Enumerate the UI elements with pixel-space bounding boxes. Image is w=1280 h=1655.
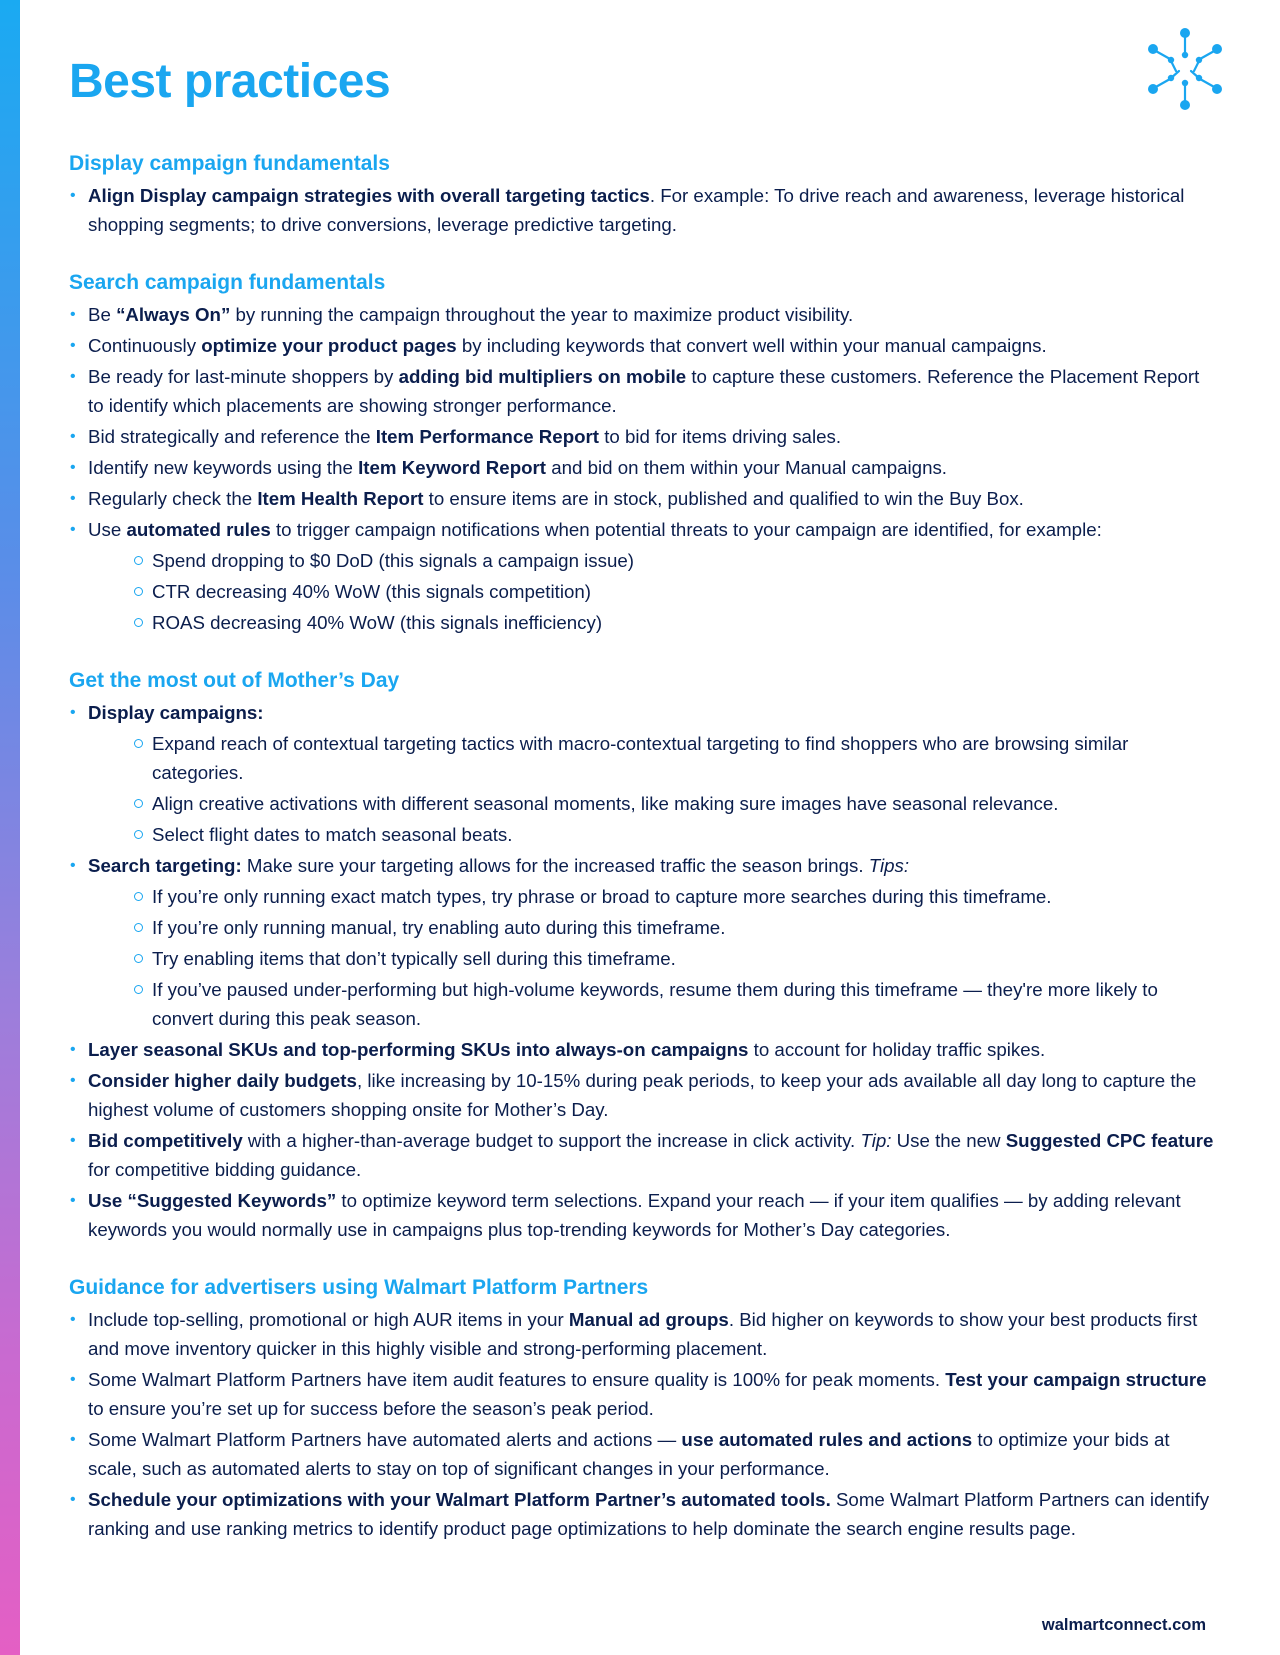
bullet-item xyxy=(69,515,1219,637)
body-text: Bid strategically and reference the xyxy=(88,426,376,447)
bullet-list xyxy=(69,300,1219,637)
sub-bullet-item: If you’re only running exact match types, try phrase or broad to capture more searches during this timeframe. xyxy=(132,882,1219,911)
bold-text: Item Performance Report xyxy=(375,426,600,447)
sub-bullet-item: Try enabling items that don’t typically sell during this timeframe. xyxy=(132,944,1219,973)
bullet-item xyxy=(69,362,1219,420)
sub-bullet-item: Spend dropping to $0 DoD (this signals a campaign issue) xyxy=(132,546,1219,575)
bold-text: optimize your product pages xyxy=(201,335,457,356)
section xyxy=(69,1273,1219,1543)
body-text: Some Walmart Platform Partners can identify ranking and use ranking metrics to identify product page optimizations to help dominate the search engine results page. xyxy=(88,1489,1210,1539)
section-heading: Get the most out of Mother’s Day xyxy=(69,669,400,692)
section-heading: Search campaign fundamentals xyxy=(69,271,386,294)
bold-text: Item Keyword Report xyxy=(358,457,547,478)
bold-text: Layer seasonal SKUs and top-performing SKUs into always-on campaigns xyxy=(88,1039,749,1060)
bullet-list xyxy=(69,181,1219,239)
body-text: . Bid higher on keywords to show your best products first and move inventory quicker in this highly visible and strong-performing placement. xyxy=(88,1309,1198,1359)
bullet-item xyxy=(69,1365,1219,1423)
bullet-item xyxy=(69,1186,1219,1244)
bullet-item xyxy=(69,698,1219,849)
bold-text: Consider higher daily budgets xyxy=(88,1070,357,1091)
body-text: Be xyxy=(88,304,117,325)
bold-text: Schedule your optimizations with your Walmart Platform Partner’s automated tools. xyxy=(88,1489,831,1510)
bullet-item xyxy=(69,484,1219,513)
bold-text: “Always On” xyxy=(116,304,231,325)
section-heading: Guidance for advertisers using Walmart Platform Partners xyxy=(69,1276,649,1299)
body-text: to account for holiday traffic spikes. xyxy=(748,1039,1046,1060)
bold-text: Use “Suggested Keywords” xyxy=(88,1190,337,1211)
bold-text: Test your campaign structure xyxy=(945,1369,1207,1390)
bold-text: Align Display campaign strategies with overall targeting tactics xyxy=(88,185,650,206)
body-text: Be ready for last-minute shoppers by xyxy=(88,366,399,387)
bold-text: adding bid multipliers on mobile xyxy=(398,366,687,387)
body-text: Use the new xyxy=(891,1130,1006,1151)
bullet-item xyxy=(69,181,1219,239)
bullet-item xyxy=(69,1425,1219,1483)
bullet-item xyxy=(69,851,1219,1033)
bold-text: Suggested CPC feature xyxy=(1005,1130,1214,1151)
body-text: Make sure your targeting allows for the increased traffic the season brings. xyxy=(241,855,869,876)
bold-text: Search targeting: xyxy=(88,855,242,876)
body-text: for competitive bidding guidance. xyxy=(88,1159,362,1180)
bullet-item xyxy=(69,1485,1219,1543)
page-content xyxy=(69,52,1219,1543)
sub-bullet-item: Expand reach of contextual targeting tactics with macro-contextual targeting to find shoppers who are browsing similar categories. xyxy=(132,729,1219,787)
sub-bullet-item: Select flight dates to match seasonal beats. xyxy=(132,820,1219,849)
body-text: Use xyxy=(88,519,127,540)
bullet-item xyxy=(69,453,1219,482)
bullet-list xyxy=(69,698,1219,1244)
sub-bullet-item: ROAS decreasing 40% WoW (this signals inefficiency) xyxy=(132,608,1219,637)
footer-url: walmartconnect.com xyxy=(1041,1616,1206,1634)
body-text: to capture these customers. Reference the Placement Report to identify which placements are showing stronger performance. xyxy=(88,366,1200,416)
bullet-list xyxy=(69,1305,1219,1543)
bullet-item xyxy=(69,1126,1219,1184)
bullet-item xyxy=(69,1066,1219,1124)
bullet-item xyxy=(69,1035,1219,1064)
body-text: to ensure you’re set up for success before the season’s peak period. xyxy=(88,1398,654,1419)
body-text: to ensure items are in stock, published and qualified to win the Buy Box. xyxy=(423,488,1024,509)
body-text: Continuously xyxy=(88,335,202,356)
sub-list xyxy=(88,882,1219,1033)
body-text: Include top-selling, promotional or high AUR items in your xyxy=(88,1309,569,1330)
bullet-item xyxy=(69,1305,1219,1363)
bullet-item xyxy=(69,331,1219,360)
accent-gradient-bar xyxy=(0,0,20,1655)
bold-text: use automated rules and actions xyxy=(681,1429,973,1450)
body-text: and bid on them within your Manual campaigns. xyxy=(546,457,948,478)
body-text: . For example: To drive reach and awareness, leverage historical shopping segments; to drive conversions, leverage predictive targeting. xyxy=(88,185,1185,235)
bold-text: Bid competitively xyxy=(88,1130,243,1151)
body-text: to bid for items driving sales. xyxy=(599,426,842,447)
bold-text: Manual ad groups xyxy=(568,1309,729,1330)
bullet-item xyxy=(69,422,1219,451)
sub-bullet-item: If you’re only running manual, try enabling auto during this timeframe. xyxy=(132,913,1219,942)
bullet-item xyxy=(69,300,1219,329)
sub-bullet-item: If you’ve paused under-performing but high-volume keywords, resume them during this timeframe — they're more likely to convert during this peak season. xyxy=(132,975,1219,1033)
sub-list xyxy=(88,729,1219,849)
italic-text: Tips: xyxy=(868,855,910,876)
sub-bullet-item: CTR decreasing 40% WoW (this signals competition) xyxy=(132,577,1219,606)
body-text: Identify new keywords using the xyxy=(88,457,359,478)
body-text: to optimize keyword term selections. Expand your reach — if your item qualifies — by adding relevant keywords you would normally use in campaigns plus top-trending keywords for Mother’s Day categories. xyxy=(88,1190,1181,1240)
bold-text: automated rules xyxy=(126,519,271,540)
section xyxy=(69,268,1219,637)
body-text: to trigger campaign notifications when potential threats to your campaign are identified, for example: xyxy=(270,519,1102,540)
section xyxy=(69,666,1219,1244)
body-text: with a higher-than-average budget to support the increase in click activity. xyxy=(242,1130,861,1151)
body-text: Some Walmart Platform Partners have item audit features to ensure quality is 100% for peak moments. xyxy=(88,1369,946,1390)
body-text: , like increasing by 10-15% during peak periods, to keep your ads available all day long to capture the highest volume of customers shopping onsite for Mother’s Day. xyxy=(88,1070,1197,1120)
sub-list xyxy=(88,546,1219,637)
italic-text: Tip: xyxy=(860,1130,892,1151)
section xyxy=(69,149,1219,239)
page-title: Best practices xyxy=(69,55,391,108)
body-text: Some Walmart Platform Partners have automated alerts and actions — xyxy=(88,1429,682,1450)
sub-bullet-item: Align creative activations with different seasonal moments, like making sure images have seasonal relevance. xyxy=(132,789,1219,818)
body-text: to optimize your bids at scale, such as automated alerts to stay on top of significant changes in your performance. xyxy=(88,1429,1170,1479)
body-text: Regularly check the xyxy=(88,488,258,509)
sections-container xyxy=(69,149,1219,1543)
body-text: by running the campaign throughout the year to maximize product visibility. xyxy=(230,304,854,325)
bold-text: Item Health Report xyxy=(257,488,424,509)
bold-text: Display campaigns: xyxy=(88,702,264,723)
section-heading: Display campaign fundamentals xyxy=(69,152,390,175)
body-text: by including keywords that convert well within your manual campaigns. xyxy=(456,335,1047,356)
